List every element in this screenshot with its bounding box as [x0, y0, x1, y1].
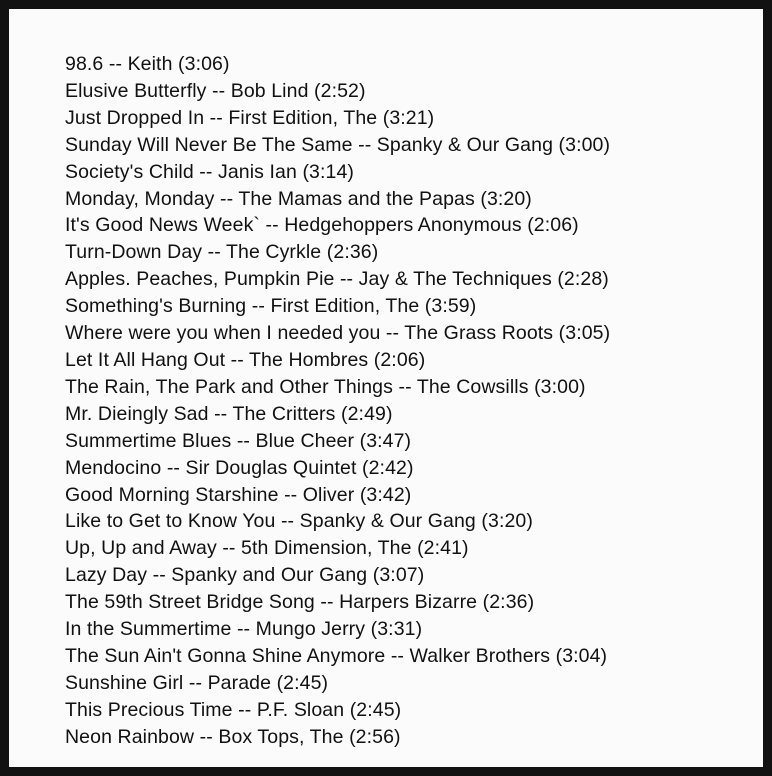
track-line: Just Dropped In -- First Edition, The (3:21) — [65, 106, 435, 129]
track-line: Neon Rainbow -- Box Tops, The (2:56) — [65, 725, 401, 748]
track-line: Where were you when I needed you -- The Grass Roots (3:05) — [65, 322, 611, 345]
track-listing — [65, 51, 755, 751]
track-line: Turn-Down Day -- The Cyrkle (2:36) — [65, 241, 379, 264]
track-line: The Rain, The Park and Other Things -- The Cowsills (3:00) — [65, 375, 586, 398]
track-line: The 59th Street Bridge Song -- Harpers Bizarre (2:36) — [65, 591, 535, 614]
track-line: Like to Get to Know You -- Spanky & Our Gang (3:20) — [65, 510, 533, 533]
track-line: In the Summertime -- Mungo Jerry (3:31) — [65, 618, 423, 641]
track-line: Sunshine Girl -- Parade (2:45) — [65, 671, 329, 694]
track-line: 98.6 -- Keith (3:06) — [65, 53, 230, 75]
track-line: This Precious Time -- P.F. Sloan (2:45) — [65, 698, 402, 721]
track-line: It's Good News Week` -- Hedgehoppers Anonymous (2:06) — [65, 214, 579, 237]
paper-sheet — [9, 9, 763, 767]
track-line: Mendocino -- Sir Douglas Quintet (2:42) — [65, 456, 414, 479]
track-line: Summertime Blues -- Blue Cheer (3:47) — [65, 429, 412, 452]
track-line: Lazy Day -- Spanky and Our Gang (3:07) — [65, 564, 425, 587]
track-line: Good Morning Starshine -- Oliver (3:42) — [65, 483, 412, 506]
track-line: Society's Child -- Janis Ian (3:14) — [65, 160, 355, 183]
track-line: Let It All Hang Out -- The Hombres (2:06) — [65, 348, 426, 371]
track-line: Something's Burning -- First Edition, The (3:59) — [65, 295, 477, 318]
track-line: Apples. Peaches, Pumpkin Pie -- Jay & The Techniques (2:28) — [65, 268, 609, 291]
track-line: Monday, Monday -- The Mamas and the Papas (3:20) — [65, 187, 532, 210]
track-line: Mr. Dieingly Sad -- The Critters (2:49) — [65, 402, 393, 425]
track-line: Sunday Will Never Be The Same -- Spanky & Our Gang (3:00) — [65, 133, 611, 156]
track-line: Elusive Butterfly -- Bob Lind (2:52) — [65, 79, 366, 102]
track-line: Up, Up and Away -- 5th Dimension, The (2:41) — [65, 537, 469, 560]
track-line: The Sun Ain't Gonna Shine Anymore -- Walker Brothers (3:04) — [65, 644, 608, 667]
